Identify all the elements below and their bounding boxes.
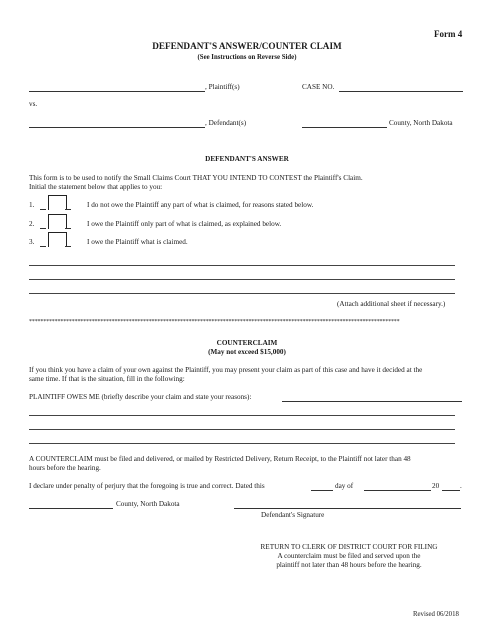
counterclaim-heading: COUNTERCLAIM	[216, 339, 278, 347]
counterclaim-notice-line1: A COUNTERCLAIM must be filed and delivered, or mailed by Restricted Delivery, Return Receipt, to the Plaintiff not later than 48	[29, 455, 411, 463]
counterclaim-intro-line2: same time. If that is the situation, fill in the following:	[29, 375, 185, 383]
county-label: County, North Dakota	[389, 119, 453, 127]
vs-label: vs.	[29, 100, 38, 108]
initial-underline	[40, 246, 46, 247]
initial-box-option-1[interactable]	[48, 195, 67, 210]
return-line2: A counterclaim must be filed and served upon the	[277, 552, 421, 560]
answer-heading: DEFENDANT'S ANSWER	[205, 155, 289, 163]
defendant-name-field[interactable]	[29, 127, 205, 128]
case-no-label: CASE NO.	[302, 83, 335, 91]
plaintiff-name-field[interactable]	[29, 91, 205, 92]
option-number: 3.	[29, 238, 35, 246]
form-number: Form 4	[434, 29, 463, 39]
answer-intro-line1: This form is to be used to notify the Small Claims Court THAT YOU INTEND TO CONTEST the Plaintiff's Claim.	[29, 174, 363, 182]
counterclaim-subheading: (May not exceed $15,000)	[208, 348, 286, 356]
dated-month-field[interactable]	[364, 490, 431, 491]
period: .	[460, 482, 462, 490]
answer-explanation-line-1[interactable]	[29, 265, 455, 266]
return-line3: plaintiff not later than 48 hours before the hearing.	[276, 561, 422, 569]
form-subtitle: (See Instructions on Reverse Side)	[197, 54, 297, 61]
counterclaim-line-1[interactable]	[29, 415, 455, 416]
attach-note: (Attach additional sheet if necessary.)	[337, 300, 446, 308]
return-line1: RETURN TO CLERK OF DISTRICT COURT FOR FILING	[260, 543, 438, 551]
counterclaim-intro-line1: If you think you have a claim of your own against the Plaintiff, you may present your claim as part of this case and have it decided at the	[29, 366, 423, 374]
day-of-label: day of	[335, 482, 354, 490]
initial-underline	[40, 228, 46, 229]
counterclaim-notice-line2: hours before the hearing.	[29, 464, 101, 472]
option-2-text: I owe the Plaintiff only part of what is claimed, as explained below.	[87, 220, 282, 228]
defendant-label: , Defendant(s)	[205, 119, 247, 127]
answer-intro-line2: Initial the statement below that applies to you:	[29, 183, 163, 191]
option-number: 2.	[29, 220, 35, 228]
initial-box-option-2[interactable]	[48, 214, 67, 229]
initial-box-option-3[interactable]	[48, 232, 67, 247]
plaintiff-owes-field[interactable]	[282, 401, 462, 402]
dated-year-field[interactable]	[442, 490, 460, 491]
initial-underline	[65, 228, 71, 229]
signing-county-label: County, North Dakota	[116, 500, 180, 508]
initial-underline	[65, 209, 71, 210]
revised-date: Revised 06/2018	[413, 611, 459, 618]
separator-asterisks: **********************************************************************************************************************************	[29, 319, 400, 325]
county-field[interactable]	[302, 127, 387, 128]
dated-day-field[interactable]	[311, 490, 333, 491]
answer-explanation-line-3[interactable]	[29, 293, 455, 294]
defendant-signature-field[interactable]	[234, 508, 461, 509]
initial-underline	[40, 209, 46, 210]
form-title: DEFENDANT'S ANSWER/COUNTER CLAIM	[152, 41, 342, 51]
signature-label: Defendant's Signature	[261, 511, 325, 519]
plaintiff-label: , Plaintiff(s)	[205, 83, 240, 91]
year-prefix: 20	[432, 482, 440, 490]
plaintiff-owes-label: PLAINTIFF OWES ME (briefly describe your claim and state your reasons):	[29, 393, 252, 401]
option-3-text: I owe the Plaintiff what is claimed.	[87, 238, 188, 246]
option-number: 1.	[29, 201, 35, 209]
signing-county-field[interactable]	[29, 508, 113, 509]
counterclaim-line-3[interactable]	[29, 443, 455, 444]
counterclaim-line-2[interactable]	[29, 429, 455, 430]
declaration-text: I declare under penalty of perjury that the foregoing is true and correct. Dated this	[29, 482, 265, 490]
initial-underline	[65, 246, 71, 247]
answer-explanation-line-2[interactable]	[29, 279, 455, 280]
case-no-field[interactable]	[339, 91, 463, 92]
option-1-text: I do not owe the Plaintiff any part of what is claimed, for reasons stated below.	[87, 201, 314, 209]
